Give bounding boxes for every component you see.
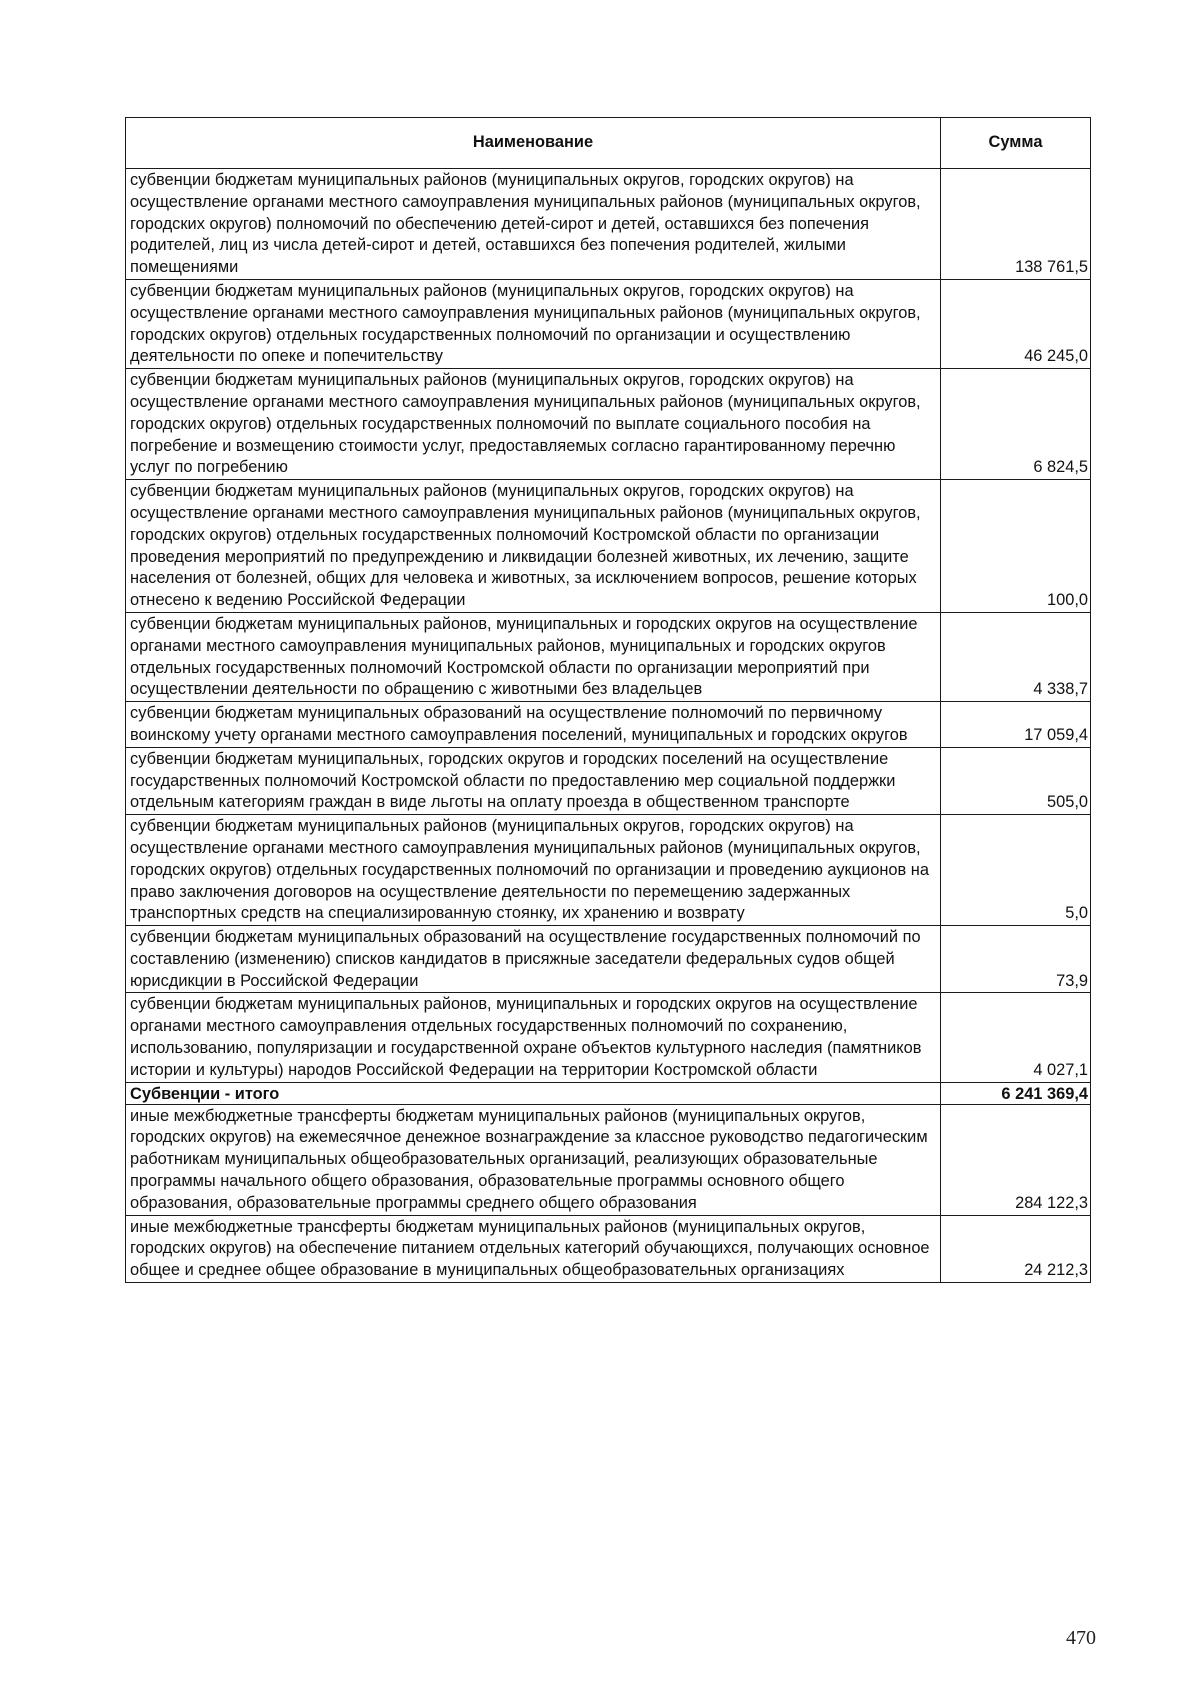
budget-table	[125, 117, 1091, 1283]
row-sum: 138 761,5	[941, 169, 1091, 280]
table-row	[126, 1215, 1091, 1282]
header-name: Наименование	[126, 118, 941, 169]
table-header-row	[126, 118, 1091, 169]
total-sum: 6 241 369,4	[941, 1082, 1091, 1104]
table-row	[126, 702, 1091, 748]
row-sum: 505,0	[941, 747, 1091, 814]
table-row	[126, 480, 1091, 613]
row-sum: 5,0	[941, 815, 1091, 926]
row-name: субвенции бюджетам муниципальных образований на осуществление государственных полномочий по составлению (изменению) списков кандидатов в присяжные заседатели федеральных судов общей юрисдикции в Российской Федерации	[126, 926, 941, 993]
table-row	[126, 169, 1091, 280]
total-row	[126, 1082, 1091, 1104]
row-sum: 24 212,3	[941, 1215, 1091, 1282]
table-row	[126, 1104, 1091, 1215]
row-sum: 284 122,3	[941, 1104, 1091, 1215]
row-name: иные межбюджетные трансферты бюджетам муниципальных районов (муниципальных округов, городских округов) на обеспечение питанием отдельных категорий обучающихся, получающих основное общее и среднее общее образование в муниципальных общеобразовательных организациях	[126, 1215, 941, 1282]
table-row	[126, 815, 1091, 926]
row-sum: 17 059,4	[941, 702, 1091, 748]
table-row	[126, 993, 1091, 1082]
row-sum: 46 245,0	[941, 279, 1091, 368]
table-row	[126, 279, 1091, 368]
row-sum: 6 824,5	[941, 369, 1091, 480]
row-name: субвенции бюджетам муниципальных районов, муниципальных и городских округов на осуществление органами местного самоуправления отдельных государственных полномочий по сохранению, использованию, популяризации и государственной охране объектов культурного наследия (памятников истории и культуры) народов Российской Федерации на территории Костромской области	[126, 993, 941, 1082]
table-row	[126, 369, 1091, 480]
table-row	[126, 747, 1091, 814]
row-name: субвенции бюджетам муниципальных, городских округов и городских поселений на осуществление государственных полномочий Костромской области по предоставлению мер социальной поддержки отдельным категориям граждан в виде льготы на оплату проезда в общественном транспорте	[126, 747, 941, 814]
header-sum: Сумма	[941, 118, 1091, 169]
row-name: субвенции бюджетам муниципальных районов, муниципальных и городских округов на осуществление органами местного самоуправления муниципальных районов, муниципальных и городских округов отдельных государственных полномочий Костромской области по организации мероприятий при осуществлении деятельности по обращению с животными без владельцев	[126, 612, 941, 701]
row-name: субвенции бюджетам муниципальных районов (муниципальных округов, городских округов) на осуществление органами местного самоуправления муниципальных районов (муниципальных округов, городских округов) полномочий по обеспечению детей-сирот и детей, оставшихся без попечения родителей, лиц из числа детей-сирот и детей, оставшихся без попечения родителей, жилыми помещениями	[126, 169, 941, 280]
row-name: субвенции бюджетам муниципальных районов (муниципальных округов, городских округов) на осуществление органами местного самоуправления муниципальных районов (муниципальных округов, городских округов) отдельных государственных полномочий по организации и проведению аукционов на право заключения договоров на осуществление деятельности по перемещению задержанных транспортных средств на специализированную стоянку, их хранению и возврату	[126, 815, 941, 926]
row-name: субвенции бюджетам муниципальных районов (муниципальных округов, городских округов) на осуществление органами местного самоуправления муниципальных районов (муниципальных округов, городских округов) отдельных государственных полномочий по выплате социального пособия на погребение и возмещению стоимости услуг, предоставляемых согласно гарантированному перечню услуг по погребению	[126, 369, 941, 480]
page-number: 470	[1066, 1627, 1096, 1649]
total-label: Субвенции - итого	[126, 1082, 941, 1104]
row-sum: 4 338,7	[941, 612, 1091, 701]
row-name: субвенции бюджетам муниципальных районов (муниципальных округов, городских округов) на осуществление органами местного самоуправления муниципальных районов (муниципальных округов, городских округов) отдельных государственных полномочий Костромской области по организации проведения мероприятий по предупреждению и ликвидации болезней животных, их лечению, защите населения от болезней, общих для человека и животных, за исключением вопросов, решение которых отнесено к ведению Российской Федерации	[126, 480, 941, 613]
row-sum: 4 027,1	[941, 993, 1091, 1082]
row-sum: 73,9	[941, 926, 1091, 993]
row-sum: 100,0	[941, 480, 1091, 613]
row-name: субвенции бюджетам муниципальных районов (муниципальных округов, городских округов) на осуществление органами местного самоуправления муниципальных районов (муниципальных округов, городских округов) отдельных государственных полномочий по организации и осуществлению деятельности по опеке и попечительству	[126, 279, 941, 368]
row-name: субвенции бюджетам муниципальных образований на осуществление полномочий по первичному воинскому учету органами местного самоуправления поселений, муниципальных и городских округов	[126, 702, 941, 748]
table-row	[126, 612, 1091, 701]
table-row	[126, 926, 1091, 993]
row-name: иные межбюджетные трансферты бюджетам муниципальных районов (муниципальных округов, городских округов) на ежемесячное денежное вознаграждение за классное руководство педагогическим работникам муниципальных общеобразовательных организаций, реализующих образовательные программы начального общего образования, образовательные программы основного общего образования, образовательные программы среднего общего образования	[126, 1104, 941, 1215]
